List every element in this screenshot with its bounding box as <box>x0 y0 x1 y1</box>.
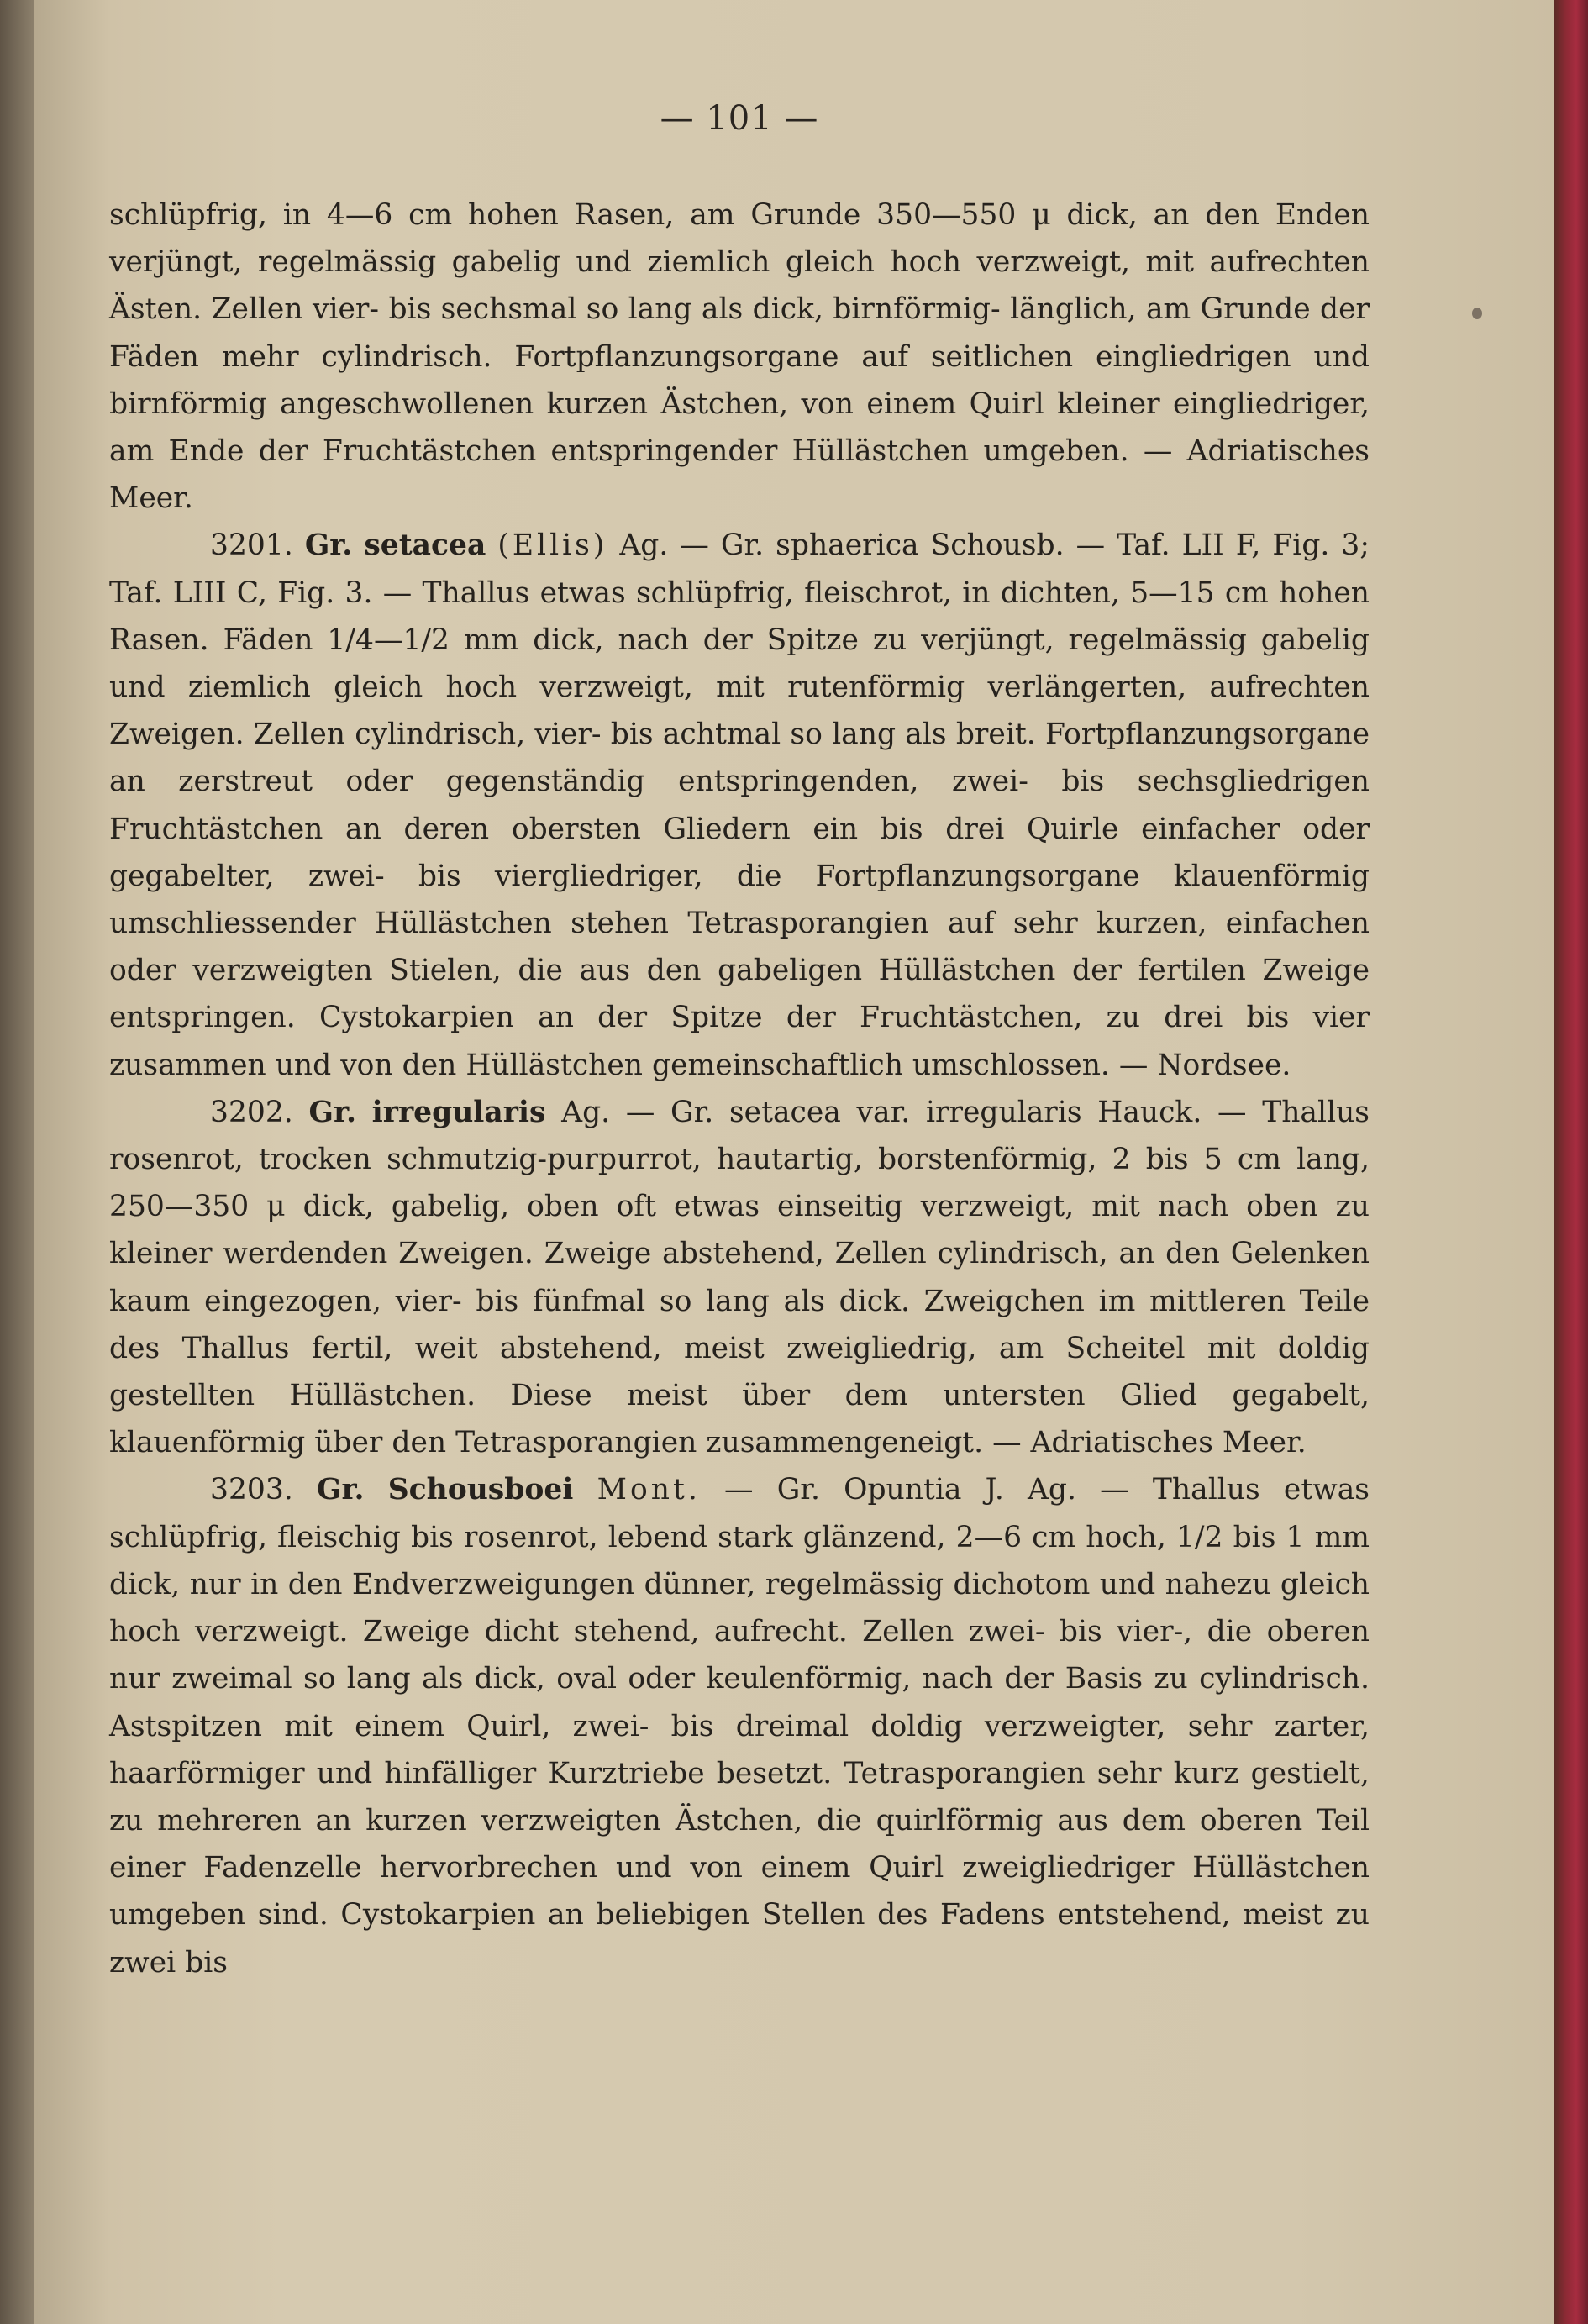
genus-abbrev: Gr. <box>304 528 353 563</box>
ink-stain-mark <box>1472 308 1482 319</box>
author-name: (Ellis) <box>497 528 608 563</box>
species-name: Schousboei <box>387 1473 574 1507</box>
species-entry-3202 <box>109 1089 1370 1467</box>
entry-text: — Gr. setacea var. irregularis Hauck. — Thallus rosenrot, trocken schmutzig-purpurrot, hautartig, borstenförmig, 2 bis 5 cm lang, 250—350 μ dick, gabelig, oben oft etwas einseitig verzweigt, mit nach oben zu kleiner werdenden Zweigen. Zweige abstehend, Zellen cylindrisch, an den Gelenken kaum eingezogen, vier- bis fünfmal so lang als dick. Zweigchen im mittleren Teile des Thallus fertil, weit abstehend, meist zweigliedrig, am Scheitel mit doldig gestellten Hüllästchen. Diese meist über dem untersten Glied gegabelt, klauenförmig über den Tetrasporangien zusammengeneigt. — Adriatisches Meer. <box>109 1095 1370 1460</box>
entry-text-continued: mm dick, nach der Spitze zu verjüngt, regelmässig gabelig und ziemlich gleich hoch verzweigt, mit rutenförmig verlängerten, aufrechten Zweigen. Zellen cylindrisch, vier- bis achtmal so lang als breit. Fortpflanzungsorgane an zerstreut oder gegenständig entspringenden, zwei- bis sechsgliedrigen Fruchtästchen an deren obersten Gliedern ein bis drei Quirle einfacher oder gegabelter, zwei- bis viergliedriger, die Fortpflanzungsorgane klauenförmig umschliessender Hüllästchen stehen Tetrasporangien auf sehr kurzen, einfachen oder verzweigten Stielen, die aus den gabeligen Hüllästchen der fertilen Zweige entspringen. Cystokarpien an der Spitze der Fruchtästchen, zu drei bis vier zusammen und von den Hüllästchen gemeinschaftlich umschlossen. — Nordsee. <box>109 623 1370 1082</box>
species-name: setacea <box>364 528 486 563</box>
page-number: — 101 — <box>660 99 819 138</box>
genus-abbrev: Gr. <box>308 1095 356 1129</box>
species-entry-3203 <box>109 1466 1370 1985</box>
species-name: irregularis <box>371 1095 546 1129</box>
text-line: Enden verjüngt, regelmässig gabelig und ziemlich gleich hoch verzweigt, mit <box>109 198 1370 280</box>
text-line: seitlichen eingliedrigen und birnförmig angeschwollenen kurzen Ästchen, von <box>109 339 1370 421</box>
fraction-value: 1/2 <box>402 623 450 657</box>
species-entry-3201: 3201. Gr. setacea (Ellis) Ag. — Gr. sphaerica Schousb. — Taf. LII F, Fig. 3; Taf. LIII C, Fig. 3. — Thallus etwas schlüpfrig, fleischrot, in dichten, 5—15 cm hohen Rasen. Fäden 1/4—1/2 mm dick, nach der Spitze zu verjüngt, regelmässig gabelig und ziemlich gleich hoch verzweigt, mit rutenförmig verlängerten, aufrechten Zweigen. Zellen cylindrisch, vier- bis achtmal so lang als breit. Fortpflanzungsorgane an zerstreut oder gegenständig entspringenden, zwei- bis sechsgliedrigen Fruchtästchen an deren obersten Gliedern ein bis drei Quirle einfacher oder gegabelter, zwei- bis viergliedriger, die Fortpflanzungsorgane klauenförmig umschliessender Hüllästchen stehen Tetrasporangien auf sehr kurzen, einfachen oder verzweigten Stielen, die aus den gabeligen Hüllästchen der fertilen Zweige entspringen. Cystokarpien an der Spitze der Fruchtästchen, zu drei bis vier zusammen und von den Hüllästchen gemeinschaftlich umschlossen. — Nordsee. <box>109 528 1370 1082</box>
entry-text-continued: bis 1 mm dick, nur in den Endverzweigungen dünner, regelmässig dichotom und nahezu gleich hoch verzweigt. Zweige dicht stehend, aufrecht. Zellen zwei- bis vier-, die oberen nur zweimal so lang als dick, oval oder keulenförmig, nach der Basis zu cylindrisch. Astspitzen mit einem Quirl, zwei- bis dreimal doldig verzweigter, sehr zarter, haarförmiger und hinfälliger Kurztriebe besetzt. Tetrasporangien sehr kurz gestielt, zu mehreren an kurzen verzweigten Ästchen, die quirlförmig aus dem oberen Teil einer Fadenzelle hervorbrechen und von einem Quirl zweigliedriger Hüllästchen umgeben sind. Cystokarpien an beliebigen Stellen des Fadens entstehend, meist zu zwei bis <box>109 1520 1370 1980</box>
text-line: länglich, am Grunde der Fäden mehr cylindrisch. Fortpflanzungsorgane auf <box>109 292 1370 374</box>
continued-paragraph <box>109 192 1370 522</box>
genus-abbrev: Gr. <box>317 1473 365 1507</box>
text-line: Hüllästchen umgeben. — Adriatisches Meer. <box>109 434 1370 516</box>
entry-text: — Gr. Opuntia J. Ag. — Thallus etwas schlüpfrig, fleischig bis rosenrot, lebend stark glänzend, 2—6 cm hoch, <box>109 1473 1370 1554</box>
entry-number: 3203. <box>210 1473 293 1507</box>
fraction-value: 1/4 <box>327 623 374 657</box>
text-line: schlüpfrig, in 4—6 cm hohen Rasen, am Grunde 350—550 μ dick, an den <box>109 198 1260 232</box>
entry-number: 3202. <box>210 1095 293 1129</box>
entry-number: 3201. <box>210 528 293 563</box>
text-line: einem Quirl kleiner eingliedriger, am Ende der Fruchtästchen entspringender <box>109 386 1370 469</box>
red-page-edge <box>1554 0 1588 2324</box>
author-name: Mont. <box>597 1473 701 1507</box>
author-name: Ag. <box>561 1095 611 1129</box>
text-block <box>109 192 1370 1986</box>
author-tail: Ag. <box>619 528 669 563</box>
entry-text: — Gr. sphaerica Schousb. — Taf. LII F, Fig. 3; Taf. LIII C, Fig. 3. — Thallus etwas schlüpfrig, fleischrot, in dichten, 5—15 cm hohen Rasen. Fäden <box>109 528 1370 657</box>
fraction-value: 1/2 <box>1175 1520 1223 1554</box>
text-line: aufrechten Ästen. Zellen vier- bis sechsmal so lang als dick, birnförmig- <box>109 245 1370 327</box>
